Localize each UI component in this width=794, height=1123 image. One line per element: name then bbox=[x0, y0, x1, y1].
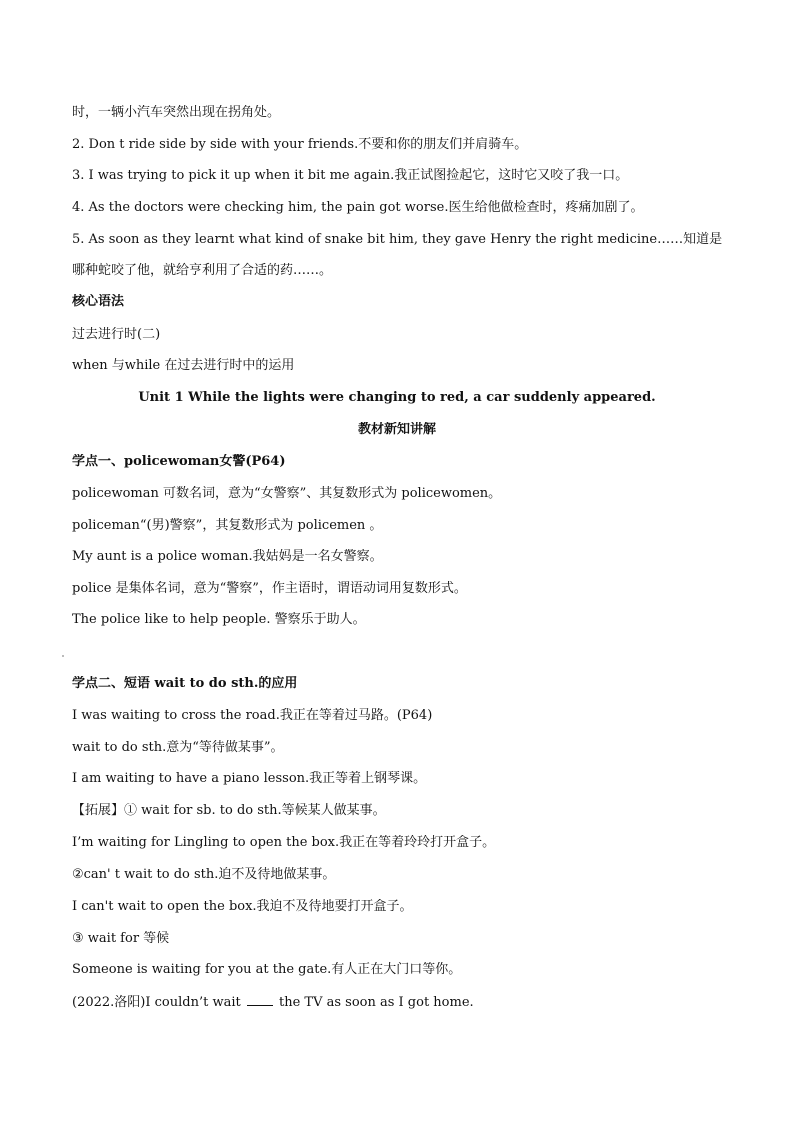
text-paragraph: 5. As soon as they learnt what kind of snake bit him, they gave Henry the right medicine……知道是哪种蛇咬了他，就给亨利用了合适的药……。 bbox=[72, 232, 723, 278]
exercise-prompt: (2022.洛阳)I couldn’t wait bbox=[72, 995, 245, 1010]
text-line: The police like to help people. 警察乐于助人。 bbox=[72, 612, 366, 627]
stray-mark bbox=[62, 655, 64, 657]
point-heading: 学点二、短语 wait to do sth.的应用 bbox=[72, 676, 298, 691]
section-title: 教材新知讲解 bbox=[357, 422, 436, 437]
text-line: police 是集体名词，意为“警察”，作主语时，谓语动词用复数形式。 bbox=[72, 581, 467, 596]
text-line: 时，一辆小汽车突然出现在拐角处。 bbox=[72, 105, 281, 120]
text-line: My aunt is a police woman.我姑妈是一名女警察。 bbox=[72, 549, 383, 564]
text-line: I’m waiting for Lingling to open the box.我正在等着玲玲打开盒子。 bbox=[72, 835, 496, 850]
exercise-prompt-tail: the TV as soon as I got home. bbox=[274, 995, 474, 1010]
text-line: ③ wait for 等候 bbox=[72, 931, 170, 946]
text-line: policewoman 可数名词，意为“女警察”、其复数形式为 policewomen。 bbox=[72, 486, 502, 501]
text-line: when 与while 在过去进行时中的运用 bbox=[72, 358, 295, 373]
point-heading: 学点一、policewoman女警(P64) bbox=[72, 454, 286, 469]
exercise-line bbox=[72, 994, 728, 1011]
text-line: I was waiting to cross the road.我正在等着过马路。(P64) bbox=[72, 708, 433, 723]
answer-blank[interactable] bbox=[247, 994, 273, 1006]
text-line: 4. As the doctors were checking him, the pain got worse.医生给他做检查时，疼痛加剧了。 bbox=[72, 200, 644, 215]
text-line: 【拓展】① wait for sb. to do sth.等候某人做某事。 bbox=[72, 803, 386, 818]
text-line: ②can' t wait to do sth.迫不及待地做某事。 bbox=[72, 867, 336, 882]
section-heading: 核心语法 bbox=[72, 294, 125, 309]
text-line: wait to do sth.意为“等待做某事”。 bbox=[72, 740, 284, 755]
text-line: 2. Don t ride side by side with your friends.不要和你的朋友们并肩骑车。 bbox=[72, 137, 528, 152]
text-line: I can't wait to open the box.我迫不及待地要打开盒子。 bbox=[72, 899, 413, 914]
text-line: policeman“(男)警察”，其复数形式为 policemen 。 bbox=[72, 518, 383, 533]
text-line: I am waiting to have a piano lesson.我正等着上钢琴课。 bbox=[72, 771, 427, 786]
text-line: Someone is waiting for you at the gate.有人正在大门口等你。 bbox=[72, 962, 462, 977]
unit-title: Unit 1 While the lights were changing to red, a car suddenly appeared. bbox=[138, 390, 656, 405]
text-line: 过去进行时(二) bbox=[72, 327, 161, 342]
text-line: 3. I was trying to pick it up when it bit me again.我正试图捡起它，这时它又咬了我一口。 bbox=[72, 168, 629, 183]
